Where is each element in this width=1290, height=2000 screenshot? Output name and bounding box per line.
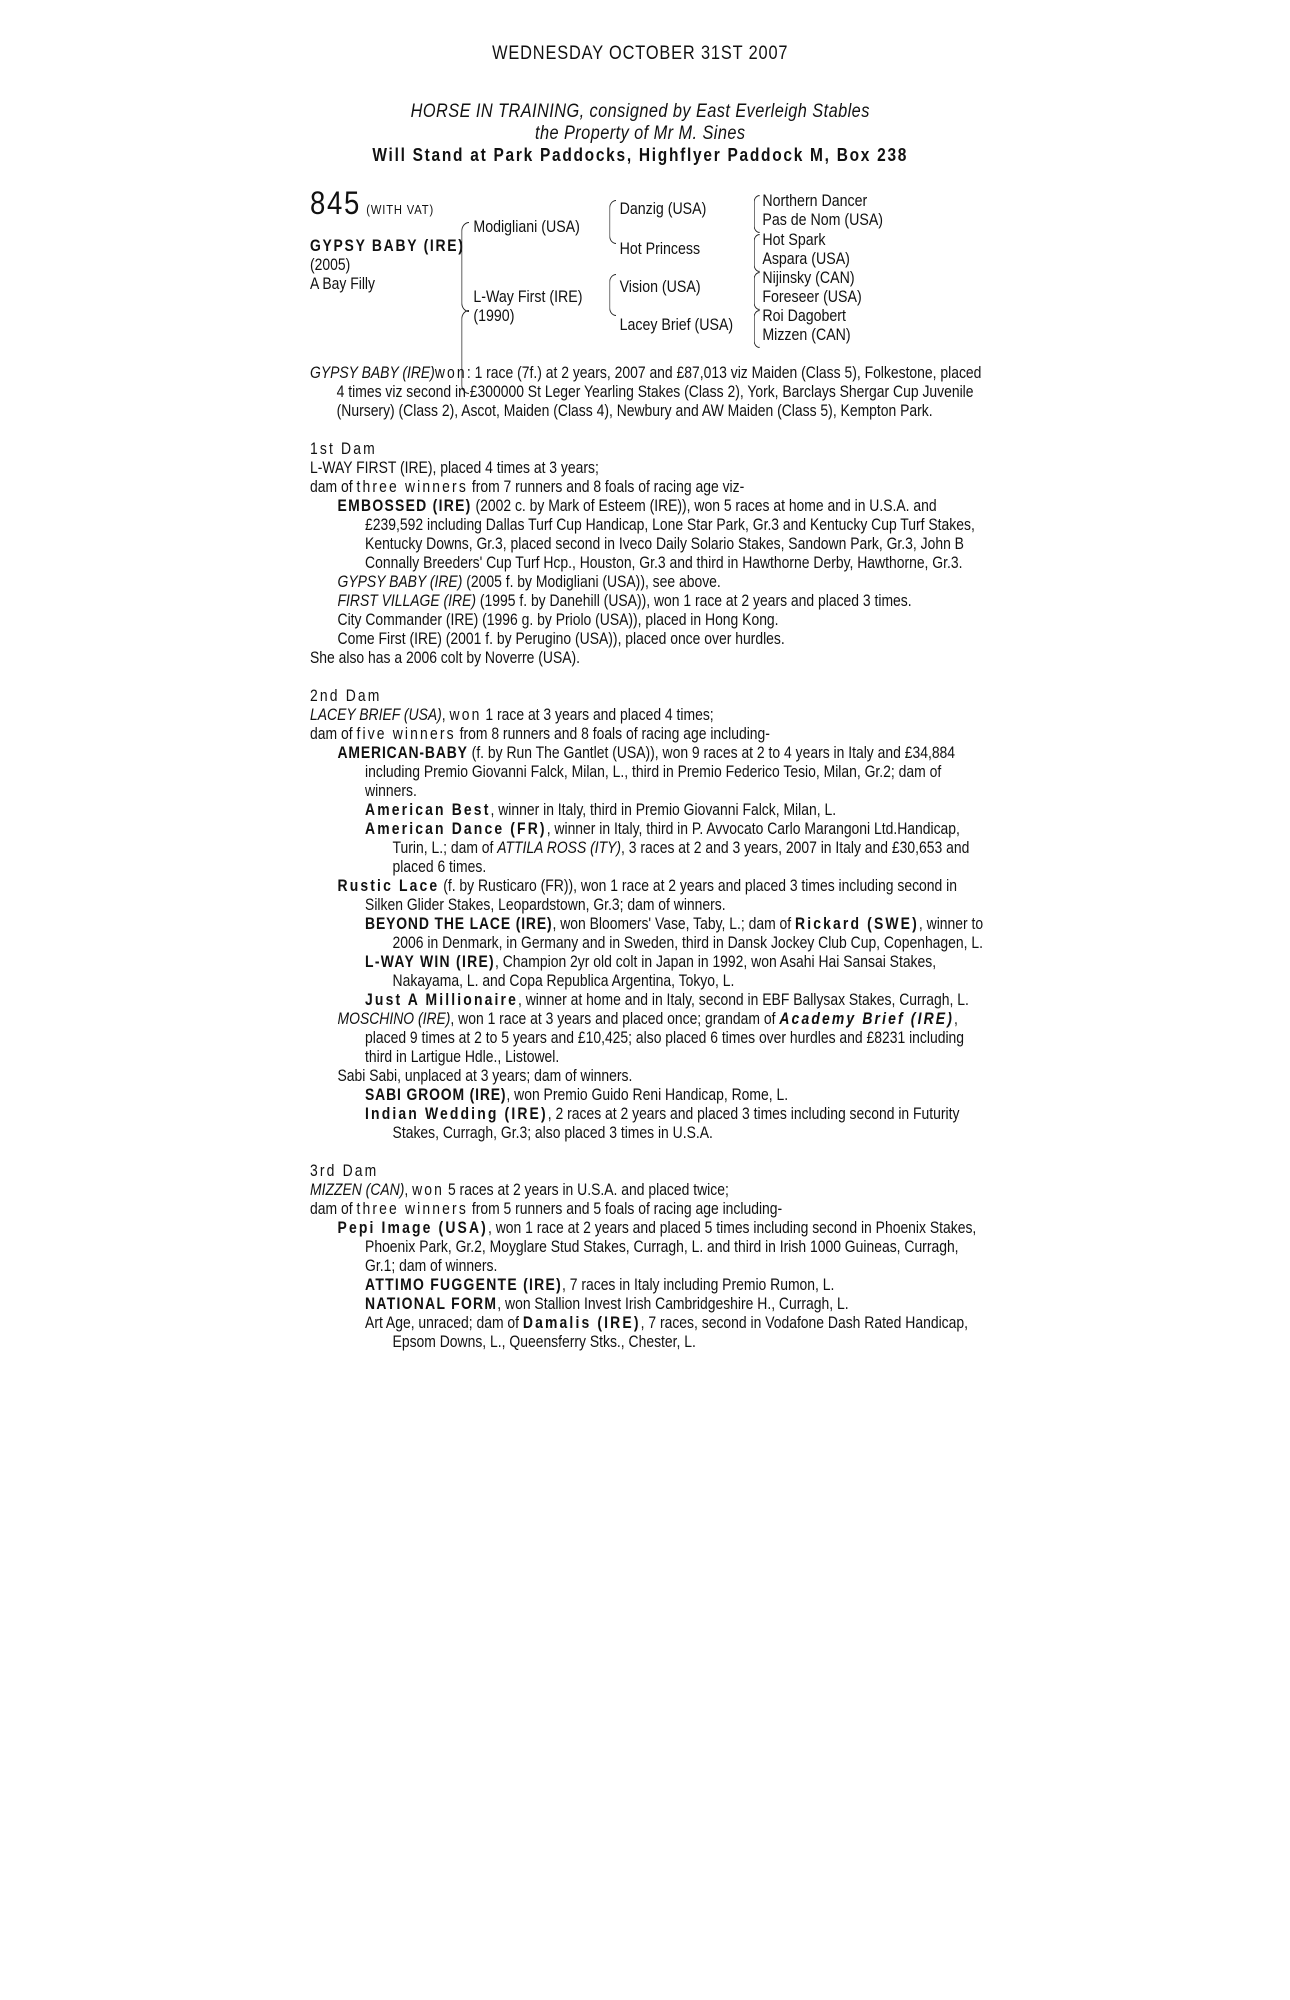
lot-number: 845 [310, 185, 362, 221]
dam2-grand-2 [310, 820, 984, 877]
dam1-line2 [310, 478, 984, 497]
pedigree-g8: Mizzen (CAN) [762, 326, 851, 344]
progeny-text: , 7 races, second in Vodafone Dash Rated Handicap, Epsom Downs, L., Queensferry Stks., Chester, L. [392, 1314, 968, 1351]
horse-description: A Bay Filly [310, 275, 375, 293]
lot-number-block [310, 185, 435, 221]
pedigree-dam-sire: Vision (USA) [619, 278, 701, 296]
progeny-text: , 3 races at 2 and 3 years, 2007 in Italy and £30,653 and placed 6 times. [392, 839, 970, 876]
progeny-italic: ATTILA ROSS (ITY) [497, 839, 622, 857]
owner-line: the Property of Mr M. Sines [534, 123, 746, 144]
dam1-note: She also has a 2006 colt by Noverre (USA). [310, 649, 581, 667]
progeny-name: Indian Wedding (IRE) [365, 1105, 548, 1123]
progeny-text: Art Age, unraced; dam of [365, 1314, 523, 1332]
dam3-name: MIZZEN (CAN) [310, 1181, 405, 1199]
progeny-name: GYPSY BABY (IRE) [337, 573, 463, 591]
dam3-progeny-1 [310, 1219, 984, 1276]
progeny-name: American Best [365, 801, 491, 819]
dam3-winners: three winners [356, 1200, 468, 1218]
dam1-heading: 1st Dam [310, 440, 377, 458]
pedigree-g3: Hot Spark [762, 231, 826, 249]
pedigree-brace-g1 [754, 195, 760, 233]
progeny-name: NATIONAL FORM [365, 1295, 498, 1313]
consignor-line: HORSE IN TRAINING, consigned by East Everleigh Stables [410, 101, 870, 122]
progeny-name: L-WAY WIN (IRE) [365, 953, 495, 971]
summary-horse-name: GYPSY BABY (IRE) [310, 364, 435, 382]
pedigree-g7: Roi Dagobert [762, 307, 846, 325]
dam3-heading: 3rd Dam [310, 1162, 379, 1180]
dam2-line2-a: dam of [310, 725, 357, 743]
dam2-progeny-3 [310, 1010, 984, 1067]
dam1-line2-c: from 7 runners and 8 foals of racing age viz- [467, 478, 745, 496]
dam3-line2-a: dam of [310, 1200, 357, 1218]
dam2-line1-text: 1 race at 3 years and placed 4 times; [481, 706, 714, 724]
dam2-grand-5 [310, 991, 984, 1010]
pedigree-brace-main [461, 222, 469, 312]
progeny-name: SABI GROOM (IRE) [365, 1086, 507, 1104]
pedigree-brace-g4 [754, 310, 760, 348]
pedigree-sire-sire: Danzig (USA) [619, 200, 707, 218]
dam1-progeny-3 [310, 592, 984, 611]
dam2-line2 [310, 725, 984, 744]
progeny-text: , won 1 race at 2 years and placed 5 times including second in Phoenix Stakes, Phoenix Park, Gr.2, Moyglare Stud Stakes, Curragh, L. and third in Irish 1000 Guineas, Curragh, Gr.1; dam of winners. [365, 1219, 977, 1275]
progeny-text: , placed 9 times at 2 to 5 years and £10,425; also placed 6 times over hurdles and £8231 including third in Lartigue Hdle., Listowel. [365, 1010, 965, 1066]
pedigree-g4: Aspara (USA) [762, 250, 850, 268]
dam3-line2 [310, 1200, 984, 1219]
progeny-text: , won Premio Guido Reni Handicap, Rome, L. [506, 1086, 789, 1104]
pedigree-sire: Modigliani (USA) [473, 218, 580, 236]
pedigree-brace-dam [609, 274, 616, 316]
progeny-bold-italic: Academy Brief (IRE) [779, 1010, 955, 1028]
dam1-progeny-2 [310, 573, 984, 592]
pedigree-g2: Pas de Nom (USA) [762, 211, 884, 229]
dam1-line2-a: dam of [310, 478, 357, 496]
dam1-progeny-5: Come First (IRE) (2001 f. by Perugino (USA)), placed once over hurdles. [337, 630, 785, 648]
pedigree-g6: Foreseer (USA) [762, 288, 862, 306]
dam2-heading: 2nd Dam [310, 687, 382, 705]
progeny-text: (1995 f. by Danehill (USA)), won 1 race at 2 years and placed 3 times. [475, 592, 912, 610]
dam2-grand-4 [310, 953, 984, 991]
progeny-text: , winner in Italy, third in Premio Giovanni Falck, Milan, L. [490, 801, 837, 819]
summary-won: won [434, 364, 467, 382]
dam3-line1: MIZZEN (CAN), won 5 races at 2 years in U.S.A. and placed twice; [310, 1181, 729, 1199]
dam2-grand-1 [310, 801, 984, 820]
dam2-name: LACEY BRIEF (USA) [310, 706, 442, 724]
progeny-text: , 7 races in Italy including Premio Rumon, L. [562, 1276, 835, 1294]
dam3-line1-text: 5 races at 2 years in U.S.A. and placed twice; [444, 1181, 729, 1199]
progeny-bold: Damalis (IRE) [522, 1314, 641, 1332]
progeny-text: , won Bloomers' Vase, Taby, L.; dam of [552, 915, 796, 933]
progeny-text: , Champion 2yr old colt in Japan in 1992, won Asahi Hai Sansai Stakes, Nakayama, L. and Copa Republica Argentina, Tokyo, L. [392, 953, 937, 990]
pedigree-sire-dam: Hot Princess [619, 240, 701, 258]
progeny-text: , 2 races at 2 years and placed 3 times including second in Futurity Stakes, Curragh, Gr.3; also placed 3 times in U.S.A. [392, 1105, 960, 1142]
pedigree-brace-g2 [754, 234, 760, 272]
sale-date: WEDNESDAY OCTOBER 31ST 2007 [492, 43, 789, 64]
progeny-name: AMERICAN-BABY [337, 744, 468, 762]
progeny-name: EMBOSSED (IRE) [337, 497, 472, 515]
dam1-line1: L-WAY FIRST (IRE), placed 4 times at 3 years; [310, 459, 599, 477]
horse-name: GYPSY BABY (IRE) [310, 237, 465, 255]
dam1-winners: three winners [356, 478, 468, 496]
vat-note: (WITH VAT) [366, 202, 435, 217]
foaling-year: (2005) [310, 256, 351, 274]
pedigree-dam-year: (1990) [473, 307, 515, 325]
horse-summary [310, 364, 984, 421]
progeny-text: , winner to 2006 in Denmark, in Germany and in Sweden, third in Dansk Jockey Club Cup, Copenhagen, L. [392, 915, 984, 952]
dam2-line1: LACEY BRIEF (USA), won 1 race at 3 years and placed 4 times; [310, 706, 714, 724]
summary-detail: : 1 race (7f.) at 2 years, 2007 and £87,013 viz Maiden (Class 5), Folkestone, placed 4 times viz second in £300000 St Leger Yearling Stakes (Class 2), York, Barclays Shergar Cup Juvenile (Nursery) (Class 2), Ascot, Maiden (Class 4), Newbury and AW Maiden (Class 5), Kempton Park. [336, 364, 982, 420]
race-record [310, 364, 984, 1352]
pedigree-dam: L-Way First (IRE) [473, 288, 583, 306]
pedigree-g5: Nijinsky (CAN) [762, 269, 855, 287]
progeny-text: , winner at home and in Italy, second in EBF Ballysax Stakes, Curragh, L. [517, 991, 969, 1009]
dam2-line2-c: from 8 runners and 8 foals of racing age including- [455, 725, 770, 743]
progeny-text: (2002 c. by Mark of Esteem (IRE)), won 5 races at home and in U.S.A. and £239,592 including Dallas Turf Cup Handicap, Lone Star Park, Gr.3 and Kentucky Cup Turf Stakes, Kentucky Downs, Gr.3, placed second in Iveco Daily Solario Stakes, Sandown Park, Gr.3, John B Connally Breeders' Cup Turf Hcp., Houston, Gr.3 and third in Hawthorne Derby, Hawthorne, Gr.3. [365, 497, 975, 572]
dam3-grand-3 [310, 1314, 984, 1352]
progeny-name: ATTIMO FUGGENTE (IRE) [365, 1276, 563, 1294]
progeny-text: (2005 f. by Modigliani (USA)), see above. [462, 573, 721, 591]
progeny-text: , won Stallion Invest Irish Cambridgeshire H., Curragh, L. [497, 1295, 849, 1313]
dam2-grand-3 [310, 915, 984, 953]
progeny-name: American Dance (FR) [365, 820, 547, 838]
progeny-name: Pepi Image (USA) [337, 1219, 488, 1237]
dam3-grand-1 [310, 1276, 984, 1295]
progeny-text: , won 1 race at 3 years and placed once; grandam of [450, 1010, 780, 1028]
progeny-text: (f. by Rusticaro (FR)), won 1 race at 2 years and placed 3 times including second in Silken Glider Stakes, Leopardstown, Gr.3; dam of winners. [365, 877, 957, 914]
pedigree-dam-dam: Lacey Brief (USA) [619, 316, 734, 334]
progeny-text: (f. by Run The Gantlet (USA)), won 9 races at 2 to 4 years in Italy and £34,884 including Premio Giovanni Falck, Milan, L., third in Premio Federico Tesio, Milan, Gr.2; dam of winners. [365, 744, 956, 800]
dam2-grand-7 [310, 1105, 984, 1143]
stabling-line: Will Stand at Park Paddocks, Highflyer Paddock M, Box 238 [372, 145, 909, 165]
progeny-name: MOSCHINO (IRE) [337, 1010, 451, 1028]
progeny-name: Just A Millionaire [365, 991, 518, 1009]
dam2-progeny-2 [310, 877, 984, 915]
dam1-progeny-4: City Commander (IRE) (1996 g. by Priolo (USA)), placed in Hong Kong. [337, 611, 779, 629]
dam2-progeny-1 [310, 744, 984, 801]
pedigree-g1: Northern Dancer [762, 192, 868, 210]
pedigree-brace-sire [609, 200, 616, 244]
progeny-bold: Rickard (SWE) [795, 915, 919, 933]
dam2-won: won [449, 706, 482, 724]
progeny-name: FIRST VILLAGE (IRE) [337, 592, 476, 610]
dam2-progeny-4: Sabi Sabi, unplaced at 3 years; dam of winners. [337, 1067, 633, 1085]
dam3-won: won [412, 1181, 445, 1199]
dam3-grand-2 [310, 1295, 984, 1314]
dam3-line2-c: from 5 runners and 5 foals of racing age including- [467, 1200, 783, 1218]
dam2-grand-6 [310, 1086, 984, 1105]
progeny-name: BEYOND THE LACE (IRE) [365, 915, 553, 933]
dam2-winners: five winners [356, 725, 456, 743]
progeny-name: Rustic Lace [337, 877, 440, 895]
progeny-text: , winner in Italy, third in P. Avvocato Carlo Marangoni Ltd.Handicap, Turin, L.; dam of [392, 820, 960, 857]
pedigree-brace-g3 [754, 272, 760, 310]
dam1-progeny-1 [310, 497, 984, 573]
